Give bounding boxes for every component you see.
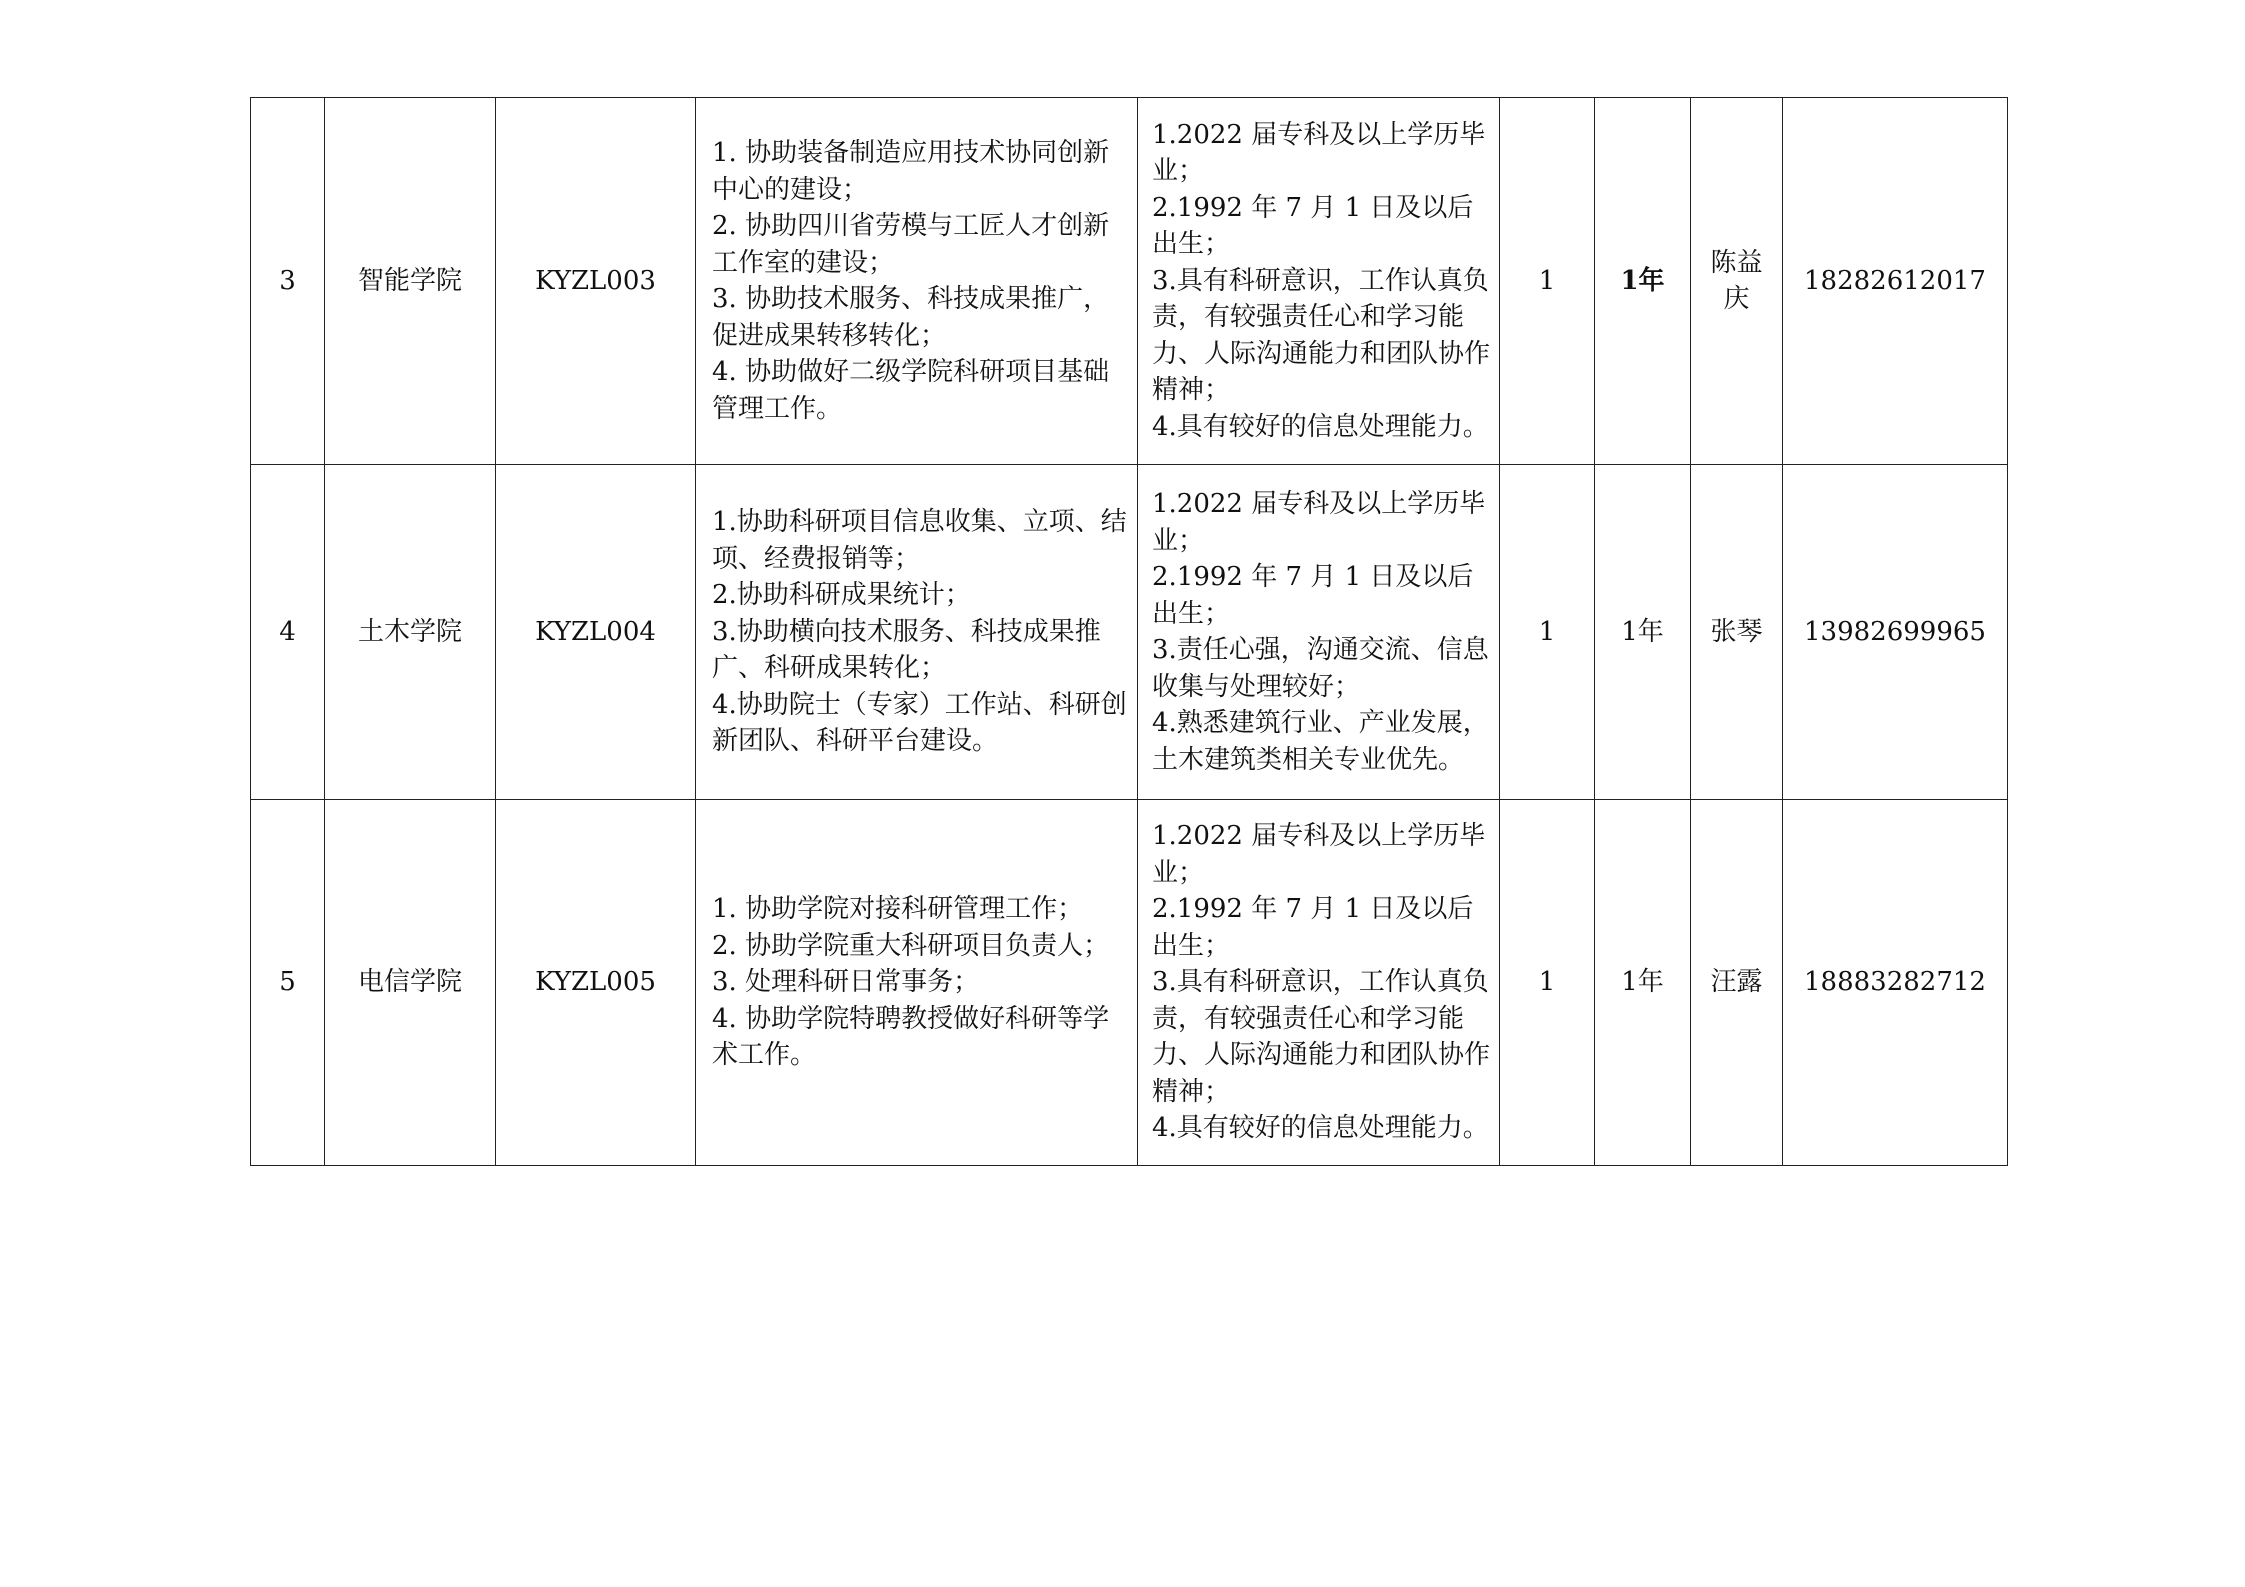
duty-item: 1. 协助学院对接科研管理工作； xyxy=(712,894,1084,925)
requirement-item: 1.2022 届专科及以上学历毕业； xyxy=(1152,119,1486,187)
table-row xyxy=(251,98,2008,465)
contact-phone: 13982699965 xyxy=(1783,465,2008,800)
headcount: 1 xyxy=(1500,465,1595,800)
duty-item: 4. 协助做好二级学院科研项目基础管理工作。 xyxy=(712,357,1110,424)
requirement-item: 3.具有科研意识，工作认真负责，有较强责任心和学习能力、人际沟通能力和团队协作精神； xyxy=(1152,265,1491,406)
job-duties xyxy=(696,800,1138,1166)
contact-person: 张琴 xyxy=(1691,465,1783,800)
contact-phone: 18883282712 xyxy=(1783,800,2008,1166)
requirement-item: 4.具有较好的信息处理能力。 xyxy=(1152,1113,1489,1144)
requirement-item: 2.1992 年 7 月 1 日及以后出生； xyxy=(1152,894,1474,961)
duty-item: 4. 协助学院特聘教授做好科研等学术工作。 xyxy=(712,1003,1110,1071)
duty-item: 2.协助科研成果统计； xyxy=(712,580,971,611)
requirement-item: 1.2022 届专科及以上学历毕业； xyxy=(1152,489,1486,556)
term-length: 1年 xyxy=(1595,465,1691,800)
duty-item: 2. 协助四川省劳模与工匠人才创新工作室的建设； xyxy=(712,211,1110,278)
contact-person: 陈益庆 xyxy=(1691,98,1783,465)
term-length: 1年 xyxy=(1595,800,1691,1166)
duty-item: 4.协助院士（专家）工作站、科研创新团队、科研平台建设。 xyxy=(712,689,1127,757)
college-name: 土木学院 xyxy=(325,465,496,800)
row-index: 4 xyxy=(251,465,325,800)
job-requirements xyxy=(1138,98,1500,465)
headcount: 1 xyxy=(1500,800,1595,1166)
contact-person: 汪露 xyxy=(1691,800,1783,1166)
requirement-item: 3.具有科研意识，工作认真负责，有较强责任心和学习能力、人际沟通能力和团队协作精神； xyxy=(1152,967,1491,1107)
table-row xyxy=(251,800,2008,1166)
table-row xyxy=(251,465,2008,800)
college-name: 智能学院 xyxy=(325,98,496,465)
requirement-item: 2.1992 年 7 月 1 日及以后出生； xyxy=(1152,562,1474,629)
duty-item: 1.协助科研项目信息收集、立项、结项、经费报销等； xyxy=(712,507,1127,574)
duty-item: 3.协助横向技术服务、科技成果推广、科研成果转化； xyxy=(712,616,1101,684)
requirement-item: 1.2022 届专科及以上学历毕业； xyxy=(1152,821,1486,888)
duty-item: 3. 处理科研日常事务； xyxy=(712,967,980,998)
position-code: KYZL004 xyxy=(496,465,696,800)
term-length: 1年 xyxy=(1595,98,1691,465)
position-code: KYZL003 xyxy=(496,98,696,465)
job-duties xyxy=(696,98,1138,465)
duty-item: 1. 协助装备制造应用技术协同创新中心的建设； xyxy=(712,138,1110,205)
job-requirements xyxy=(1138,465,1500,800)
requirement-item: 4.具有较好的信息处理能力。 xyxy=(1152,411,1489,442)
job-requirements xyxy=(1138,800,1500,1166)
requirement-item: 2.1992 年 7 月 1 日及以后出生； xyxy=(1152,192,1474,260)
job-duties xyxy=(696,465,1138,800)
row-index: 5 xyxy=(251,800,325,1166)
duty-item: 2. 协助学院重大科研项目负责人； xyxy=(712,930,1110,961)
positions-table xyxy=(250,97,2008,1166)
requirement-item: 3.责任心强，沟通交流、信息收集与处理较好； xyxy=(1152,635,1489,702)
duty-item: 3. 协助技术服务、科技成果推广，促进成果转移转化； xyxy=(712,284,1110,351)
row-index: 3 xyxy=(251,98,325,465)
contact-phone: 18282612017 xyxy=(1783,98,2008,465)
headcount: 1 xyxy=(1500,98,1595,465)
college-name: 电信学院 xyxy=(325,800,496,1166)
position-code: KYZL005 xyxy=(496,800,696,1166)
requirement-item: 4.熟悉建筑行业、产业发展，土木建筑类相关专业优先。 xyxy=(1152,708,1489,775)
